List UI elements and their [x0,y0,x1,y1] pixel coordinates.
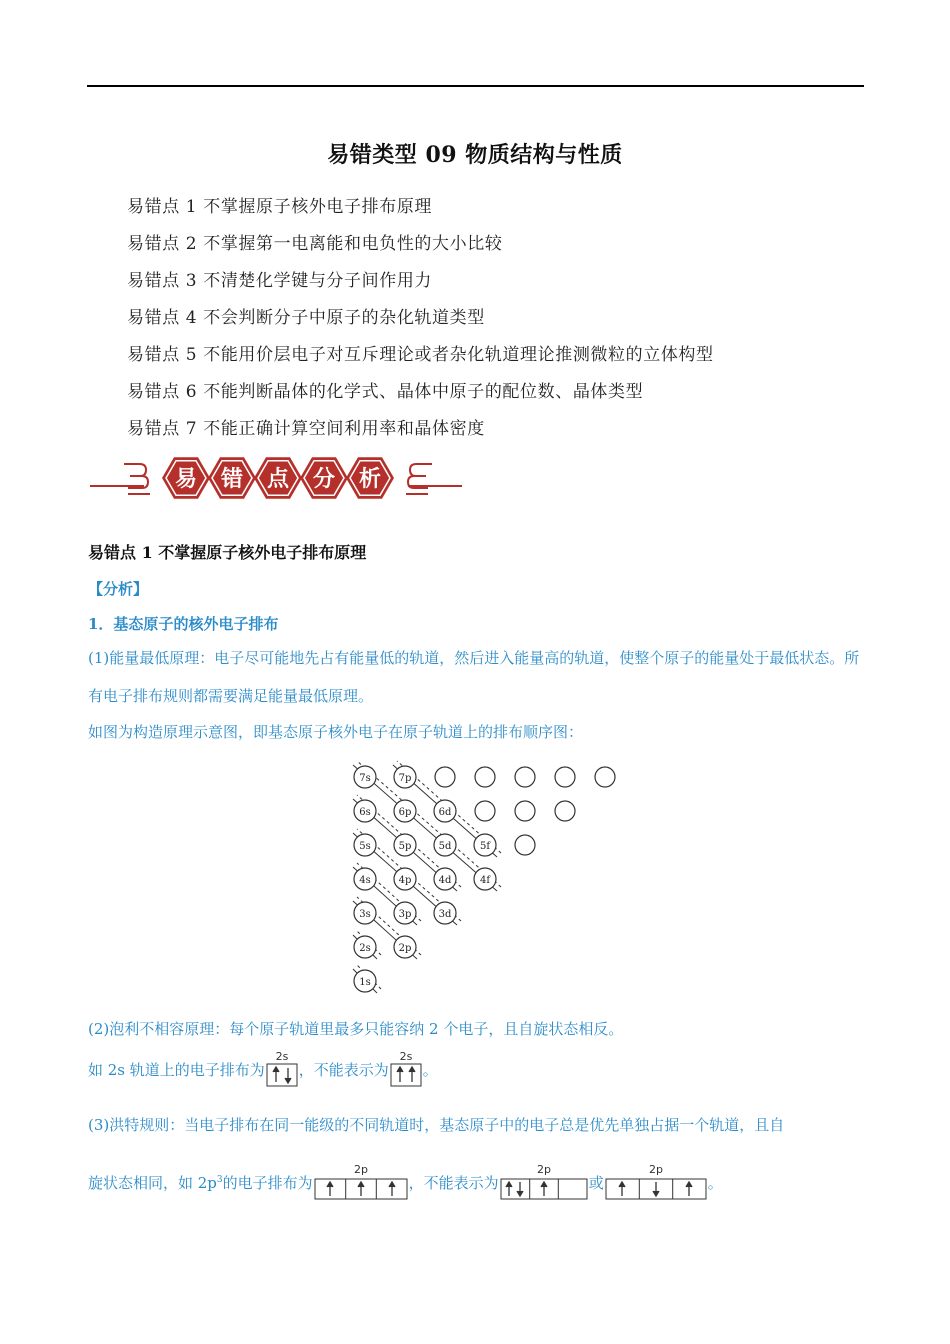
text-2s-middle: ，不能表示为 [298,1061,389,1079]
orbital-label: 4p [398,875,412,886]
orbital-label: 6s [359,807,371,818]
text-2s-suffix: 。 [422,1061,438,1079]
orbital-label-2p: 2p [648,1163,663,1176]
banner-char: 点 [266,467,290,492]
orbital-label: 1s [359,977,371,988]
spin-down-arrow-icon [653,1182,659,1196]
empty-orbital-circle [555,767,575,787]
paragraph-2s-example [88,1050,866,1090]
spin-up-arrow-icon [409,1067,415,1082]
subsection-title: 1．基态原子的核外电子排布 [88,615,279,633]
section-banner [88,448,468,508]
orbital-label: 4s [359,875,371,886]
orbital-label: 3p [398,909,412,920]
error-point-item: 易错点 4 不会判断分子中原子的杂化轨道类型 [127,308,485,328]
spin-up-arrow-icon [686,1182,692,1196]
empty-orbital-circle [595,767,615,787]
orbital-label: 2p [398,943,412,954]
empty-orbital-circle [515,801,535,821]
text-2p-or: 或 [588,1174,604,1192]
orbital-label: 6d [438,807,452,818]
aufbau-principle-diagram [330,750,630,1010]
spin-up-arrow-icon [273,1067,279,1082]
spin-up-arrow-icon [397,1067,403,1082]
orbital-label: 3s [359,909,371,920]
paragraph-diagram-intro: 如图为构造原理示意图，即基态原子核外电子在原子轨道上的排布顺序图： [88,723,584,741]
empty-orbital-circle [475,767,495,787]
paragraph-pauli: (2)泡利不相容原理：每个原子轨道里最多只能容纳 2 个电子，且自旋状态相反。 [88,1020,624,1038]
banner-char: 易 [174,467,198,492]
section-title: 易错点 1 不掌握原子核外电子排布原理 [88,543,367,562]
error-point-item: 易错点 2 不掌握第一电离能和电负性的大小比较 [127,234,503,254]
banner-right-ornament [406,464,462,494]
error-point-list [127,194,714,453]
diagram-arrow-line [353,765,497,891]
spin-down-arrow-icon [517,1182,523,1196]
spin-down-arrow-icon [285,1068,291,1083]
empty-orbital-circle [515,835,535,855]
orbital-box-2s-wrong [389,1050,423,1090]
orbital-box-2s-correct [265,1050,299,1090]
banner-char: 错 [220,467,244,492]
orbital-box-2p-wrong-pair [499,1163,589,1203]
orbital-label: 4f [479,875,491,886]
paragraph-hund: (3)洪特规则：当电子排布在同一能级的不同轨道时，基态原子中的电子总是优先单独占据一个轨道，且自 [88,1116,785,1134]
error-point-item: 易错点 1 不掌握原子核外电子排布原理 [127,197,433,217]
error-point-item: 易错点 3 不清楚化学键与分子间作用力 [127,271,433,291]
text-2p-suffix: 。 [707,1174,723,1192]
orbital-label-2p: 2p [536,1163,551,1176]
text-2p-middle: ，不能表示为 [408,1174,499,1192]
orbital-label: 5f [479,841,491,852]
banner-char: 分 [312,467,336,492]
orbital-label: 2s [359,943,371,954]
orbital-label: 5d [438,841,452,852]
paragraph-lowest-energy: (1)能量最低原理：电子尽可能地先占有能量低的轨道，然后进入能量高的轨道，使整个原子的能量处于最低状态。所有电子排布规则都需要满足能量最低原理。 [88,649,860,705]
orbital-label: 7p [398,773,412,784]
text-2p-superscript: 3 [216,1175,223,1185]
text-2p-after-sup: 的电子排布为 [222,1174,313,1192]
text-2s-prefix: 如 2s 轨道上的电子排布为 [88,1061,265,1079]
spin-up-arrow-icon [389,1182,395,1196]
empty-orbital-circle [475,801,495,821]
empty-orbital-circle [515,767,535,787]
top-rule [87,85,864,87]
analysis-label: 【分析】 [88,580,149,598]
orbital-box-2p-wrong-spin [604,1163,708,1203]
text-2p-prefix: 旋状态相同，如 2p [88,1174,217,1192]
orbital-label: 5p [398,841,412,852]
document-title: 易错类型 09 物质结构与性质 [327,142,623,168]
orbital-box-2p-correct [313,1163,409,1203]
banner-left-ornament [90,464,150,494]
error-point-item: 易错点 5 不能用价层电子对互斥理论或者杂化轨道理论推测微粒的立体构型 [127,345,714,365]
spin-up-arrow-icon [506,1182,512,1196]
orbital-label: 5s [359,841,371,852]
spin-up-arrow-icon [541,1182,547,1196]
orbital-label: 3d [438,909,452,920]
spin-up-arrow-icon [619,1182,625,1196]
error-point-item: 易错点 6 不能判断晶体的化学式、晶体中原子的配位数、晶体类型 [127,382,644,402]
empty-orbital-circle [555,801,575,821]
error-point-item: 易错点 7 不能正确计算空间利用率和晶体密度 [127,419,485,439]
orbital-label-2p: 2p [353,1163,368,1176]
spin-up-arrow-icon [358,1182,364,1196]
orbital-label-2s: 2s [399,1050,413,1063]
orbital-label: 4d [438,875,452,886]
paragraph-2p-example [88,1160,866,1203]
spin-up-arrow-icon [327,1182,333,1196]
orbital-label: 6p [398,807,412,818]
banner-char: 析 [358,467,382,492]
orbital-label: 7s [359,773,371,784]
empty-orbital-circle [435,767,455,787]
orbital-label-2s: 2s [275,1050,289,1063]
